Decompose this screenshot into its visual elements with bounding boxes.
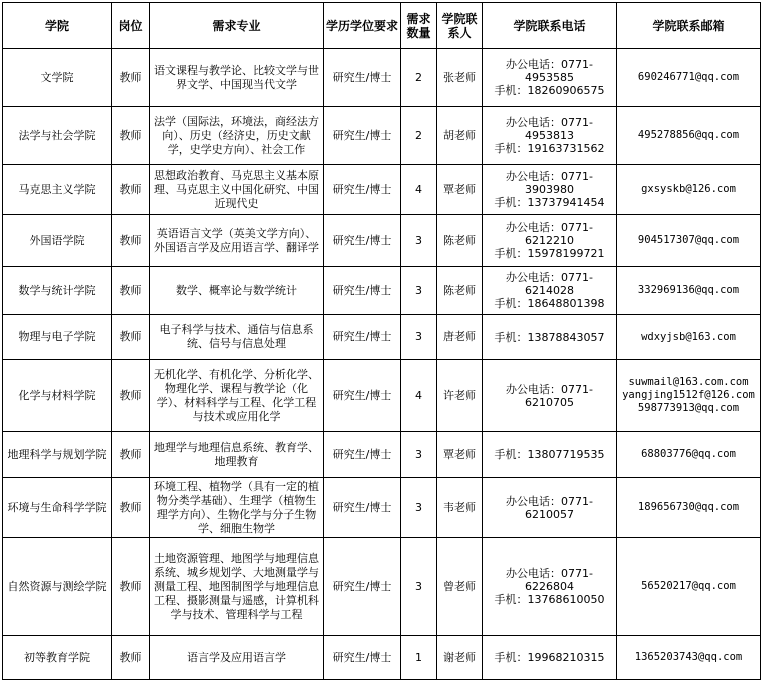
header-row xyxy=(3,3,761,49)
count-cell: 4 xyxy=(401,165,437,215)
email-address: 598773913@qq.com xyxy=(637,402,740,414)
major-cell: 法学（国际法，环境法，商经法方向）、历史（经济史，历史文献学，史学史方向）、社会工作 xyxy=(150,107,324,165)
office-phone: 办公电话：0771-6210705 xyxy=(506,382,593,409)
position-cell: 教师 xyxy=(112,636,150,680)
email-address: 904517307@qq.com xyxy=(637,234,740,246)
college-cell: 初等教育学院 xyxy=(3,636,112,680)
mobile-phone: 手机：13768610050 xyxy=(494,593,605,606)
header-contact: 学院联系人 xyxy=(437,3,483,49)
count-cell: 3 xyxy=(401,215,437,267)
degree-cell: 研究生/博士 xyxy=(324,215,401,267)
degree-cell: 研究生/博士 xyxy=(324,432,401,478)
mobile-phone: 手机：18260906575 xyxy=(494,84,605,97)
office-phone: 办公电话：0771-6212210 xyxy=(506,221,593,247)
contact-cell: 张老师 xyxy=(437,49,483,107)
email-address: 690246771@qq.com xyxy=(637,71,740,83)
degree-cell: 研究生/博士 xyxy=(324,49,401,107)
count-cell: 2 xyxy=(401,49,437,107)
count-cell: 3 xyxy=(401,478,437,538)
mobile-phone: 手机：18648801398 xyxy=(494,297,605,310)
email-address: 189656730@qq.com xyxy=(637,501,740,513)
header-college: 学院 xyxy=(3,3,112,49)
phone-cell xyxy=(483,315,617,360)
email-address: wdxyjsb@163.com xyxy=(641,330,736,343)
table-row xyxy=(3,360,761,432)
table-row xyxy=(3,267,761,315)
position-cell: 教师 xyxy=(112,107,150,165)
count-cell: 2 xyxy=(401,107,437,165)
office-phone: 办公电话：0771-6210057 xyxy=(506,494,593,521)
header-phone: 学院联系电话 xyxy=(483,3,617,49)
phone-cell xyxy=(483,432,617,478)
position-cell: 教师 xyxy=(112,432,150,478)
office-phone: 办公电话：0771-4953585 xyxy=(506,58,593,84)
position-cell: 教师 xyxy=(112,165,150,215)
email-cell xyxy=(617,538,761,636)
position-cell: 教师 xyxy=(112,478,150,538)
table-row xyxy=(3,315,761,360)
degree-cell: 研究生/博士 xyxy=(324,165,401,215)
office-phone: 办公电话：0771-4953813 xyxy=(506,116,593,142)
email-cell xyxy=(617,107,761,165)
contact-cell: 韦老师 xyxy=(437,478,483,538)
recruitment-table xyxy=(2,2,761,680)
college-cell: 地理科学与规划学院 xyxy=(3,432,112,478)
college-cell: 文学院 xyxy=(3,49,112,107)
major-cell: 语文课程与教学论、比较文学与世界文学、中国现当代文学 xyxy=(150,49,324,107)
phone-cell xyxy=(483,165,617,215)
phone-cell xyxy=(483,360,617,432)
count-cell: 3 xyxy=(401,538,437,636)
degree-cell: 研究生/博士 xyxy=(324,360,401,432)
phone-cell xyxy=(483,215,617,267)
email-address: suwmail@163.com.com xyxy=(628,376,749,388)
count-cell: 3 xyxy=(401,432,437,478)
email-cell xyxy=(617,360,761,432)
contact-cell: 胡老师 xyxy=(437,107,483,165)
contact-cell: 覃老师 xyxy=(437,432,483,478)
college-cell: 外国语学院 xyxy=(3,215,112,267)
email-address: gxsyskb@126.com xyxy=(641,183,736,195)
mobile-phone: 手机：19968210315 xyxy=(494,651,605,664)
position-cell: 教师 xyxy=(112,315,150,360)
count-cell: 3 xyxy=(401,315,437,360)
office-phone: 办公电话：0771-6226804 xyxy=(506,567,593,593)
email-address: 68803776@qq.com xyxy=(641,448,736,460)
position-cell: 教师 xyxy=(112,267,150,315)
major-cell: 地理学与地理信息系统、教育学、地理教育 xyxy=(150,432,324,478)
contact-cell: 陈老师 xyxy=(437,215,483,267)
major-cell: 英语语言文学（英美文学方向）、外国语言学及应用语言学、翻译学 xyxy=(150,215,324,267)
table-row xyxy=(3,636,761,680)
degree-cell: 研究生/博士 xyxy=(324,107,401,165)
mobile-phone: 手机：15978199721 xyxy=(494,247,605,260)
position-cell: 教师 xyxy=(112,49,150,107)
table-row xyxy=(3,432,761,478)
count-cell: 1 xyxy=(401,636,437,680)
major-cell: 电子科学与技术、通信与信息系统、信号与信息处理 xyxy=(150,315,324,360)
header-count: 需求数量 xyxy=(401,3,437,49)
email-address: yangjing1512f@126.com xyxy=(622,389,755,401)
email-cell xyxy=(617,432,761,478)
college-cell: 法学与社会学院 xyxy=(3,107,112,165)
major-cell: 环境工程、植物学（具有一定的植物分类学基础）、生理学（植物生理学方向）、生物化学与分子生物学、细胞生物学 xyxy=(150,478,324,538)
phone-cell xyxy=(483,478,617,538)
table-row xyxy=(3,107,761,165)
email-cell xyxy=(617,215,761,267)
mobile-phone: 手机：19163731562 xyxy=(494,142,605,155)
table-row xyxy=(3,165,761,215)
college-cell: 环境与生命科学学院 xyxy=(3,478,112,538)
header-email: 学院联系邮箱 xyxy=(617,3,761,49)
header-position: 岗位 xyxy=(112,3,150,49)
mobile-phone: 手机：13878843057 xyxy=(494,330,605,344)
contact-cell: 许老师 xyxy=(437,360,483,432)
major-cell: 无机化学、有机化学、分析化学、物理化学、课程与教学论（化学）、材料科学与工程、化学工程与技术或应用化学 xyxy=(150,360,324,432)
office-phone: 办公电话：0771-6214028 xyxy=(506,271,593,297)
email-address: 56520217@qq.com xyxy=(641,580,736,592)
mobile-phone: 手机：13737941454 xyxy=(494,196,605,209)
email-address: 495278856@qq.com xyxy=(637,129,740,141)
email-cell xyxy=(617,165,761,215)
office-phone: 办公电话：0771-3903980 xyxy=(506,170,593,196)
count-cell: 3 xyxy=(401,267,437,315)
contact-cell: 谢老师 xyxy=(437,636,483,680)
position-cell: 教师 xyxy=(112,538,150,636)
degree-cell: 研究生/博士 xyxy=(324,636,401,680)
college-cell: 化学与材料学院 xyxy=(3,360,112,432)
phone-cell xyxy=(483,107,617,165)
degree-cell: 研究生/博士 xyxy=(324,538,401,636)
college-cell: 马克思主义学院 xyxy=(3,165,112,215)
phone-cell xyxy=(483,538,617,636)
table-row xyxy=(3,49,761,107)
major-cell: 语言学及应用语言学 xyxy=(150,636,324,680)
table-row xyxy=(3,215,761,267)
email-cell xyxy=(617,315,761,360)
major-cell: 土地资源管理、地图学与地理信息系统、城乡规划学、大地测量学与测量工程、地图制图学与地理信息工程、摄影测量与遥感，计算机科学与技术、管理科学与工程 xyxy=(150,538,324,636)
email-cell xyxy=(617,636,761,680)
contact-cell: 覃老师 xyxy=(437,165,483,215)
degree-cell: 研究生/博士 xyxy=(324,478,401,538)
header-major: 需求专业 xyxy=(150,3,324,49)
email-address: 1365203743@qq.com xyxy=(634,651,743,663)
degree-cell: 研究生/博士 xyxy=(324,267,401,315)
header-degree: 学历学位要求 xyxy=(324,3,401,49)
contact-cell: 曾老师 xyxy=(437,538,483,636)
count-cell: 4 xyxy=(401,360,437,432)
table-row xyxy=(3,478,761,538)
contact-cell: 陈老师 xyxy=(437,267,483,315)
position-cell: 教师 xyxy=(112,360,150,432)
college-cell: 自然资源与测绘学院 xyxy=(3,538,112,636)
position-cell: 教师 xyxy=(112,215,150,267)
college-cell: 数学与统计学院 xyxy=(3,267,112,315)
email-cell xyxy=(617,478,761,538)
major-cell: 数学、概率论与数学统计 xyxy=(150,267,324,315)
phone-cell xyxy=(483,636,617,680)
degree-cell: 研究生/博士 xyxy=(324,315,401,360)
contact-cell: 唐老师 xyxy=(437,315,483,360)
email-cell xyxy=(617,49,761,107)
major-cell: 思想政治教育、马克思主义基本原理、马克思主义中国化研究、中国近现代史 xyxy=(150,165,324,215)
email-address: 332969136@qq.com xyxy=(637,284,740,296)
table-row xyxy=(3,538,761,636)
college-cell: 物理与电子学院 xyxy=(3,315,112,360)
email-cell xyxy=(617,267,761,315)
mobile-phone: 手机：13807719535 xyxy=(494,448,605,461)
phone-cell xyxy=(483,267,617,315)
phone-cell xyxy=(483,49,617,107)
